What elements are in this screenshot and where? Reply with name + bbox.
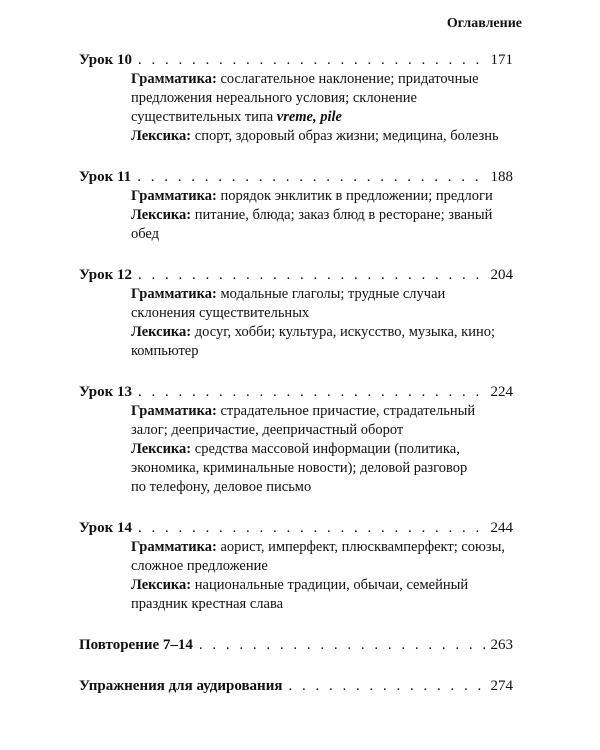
- dot-leader: [138, 50, 488, 70]
- grammar-text: аорист, имперфект, плюсквамперфект; союзы,: [220, 539, 505, 555]
- grammar-topic: [79, 187, 513, 206]
- lexicon-topic-cont: по телефону, деловое письмо: [131, 479, 312, 495]
- grammar-separator: ,: [313, 109, 321, 125]
- lexicon-topic: [79, 323, 513, 342]
- lexicon-topic-cont: праздник крестная слава: [131, 596, 284, 612]
- toc-entry-review[interactable]: [79, 635, 513, 655]
- lesson-title: Урок 11: [79, 169, 132, 185]
- grammar-text: модальные глаголы; трудные случаи: [220, 286, 446, 302]
- dot-leader: [138, 265, 488, 285]
- lexicon-text: досуг, хобби; культура, искусство, музыка, кино;: [194, 324, 495, 340]
- toc-entry-head: [79, 167, 513, 187]
- grammar-topic-cont: залог; деепричастие, деепричастный оборот: [131, 422, 404, 438]
- lexicon-label: Лексика:: [131, 577, 192, 593]
- lexicon-text: национальные традиции, обычаи, семейный: [194, 577, 469, 593]
- lexicon-topic-cont: компьютер: [131, 343, 199, 359]
- toc-entry-lesson-14[interactable]: [79, 518, 513, 614]
- grammar-text: порядок энклитик в предложении; предлоги: [220, 188, 493, 204]
- grammar-topic-cont: предложения нереального условия; склонение: [131, 90, 417, 106]
- dot-leader: [288, 676, 488, 696]
- grammar-topic-cont: [79, 108, 513, 127]
- toc-entry-lesson-12[interactable]: [79, 265, 513, 361]
- table-of-contents: [79, 50, 513, 717]
- lexicon-topic: [79, 127, 513, 146]
- grammar-example: vreme: [276, 109, 313, 125]
- dot-leader: [138, 518, 488, 538]
- page-number: 224: [490, 384, 513, 400]
- toc-entry-head: [79, 265, 513, 285]
- lexicon-text: средства массовой информации (политика,: [194, 441, 460, 457]
- grammar-label: Грамматика:: [131, 403, 217, 419]
- page-number: 244: [490, 520, 513, 536]
- page-number: 263: [490, 637, 513, 653]
- grammar-topic: [79, 285, 513, 304]
- toc-entry-head: [79, 518, 513, 538]
- toc-entry-lesson-13[interactable]: [79, 382, 513, 497]
- grammar-label: Грамматика:: [131, 188, 217, 204]
- lexicon-text: питание, блюда; заказ блюд в ресторане; званый: [194, 207, 493, 223]
- lexicon-label: Лексика:: [131, 128, 192, 144]
- lexicon-label: Лексика:: [131, 207, 192, 223]
- page-number: 204: [490, 267, 513, 283]
- grammar-topic-cont: склонения существительных: [131, 305, 310, 321]
- grammar-label: Грамматика:: [131, 286, 217, 302]
- lexicon-topic: [79, 440, 513, 459]
- grammar-text: страдательное причастие, страдательный: [220, 403, 476, 419]
- page-number: 274: [490, 678, 513, 694]
- lexicon-topic: [79, 206, 513, 225]
- lexicon-label: Лексика:: [131, 441, 192, 457]
- grammar-topic: [79, 402, 513, 421]
- lesson-title: Урок 10: [79, 52, 133, 68]
- section-title: Повторение 7–14: [79, 637, 193, 653]
- dot-leader: [138, 382, 488, 402]
- lexicon-text: спорт, здоровый образ жизни; медицина, болезнь: [194, 128, 499, 144]
- page-number: 171: [490, 52, 513, 68]
- dot-leader: [137, 167, 488, 187]
- lexicon-label: Лексика:: [131, 324, 192, 340]
- toc-entry-lesson-11[interactable]: [79, 167, 513, 244]
- grammar-label: Грамматика:: [131, 71, 217, 87]
- lexicon-topic: [79, 576, 513, 595]
- section-title: Упражнения для аудирования: [79, 678, 283, 694]
- grammar-text: сослагательное наклонение; придаточные: [220, 71, 479, 87]
- toc-entry-head: [79, 382, 513, 402]
- toc-entry-head: [79, 676, 513, 696]
- grammar-label: Грамматика:: [131, 539, 217, 555]
- running-head: Оглавление: [446, 16, 522, 31]
- toc-entry-lesson-10[interactable]: [79, 50, 513, 146]
- dot-leader: [199, 635, 489, 655]
- grammar-text: существительных типа: [131, 109, 277, 125]
- page-number: 188: [490, 169, 513, 185]
- grammar-topic-cont: сложное предложение: [131, 558, 268, 574]
- toc-entry-head: [79, 635, 513, 655]
- lesson-title: Урок 14: [79, 520, 133, 536]
- grammar-topic: [79, 70, 513, 89]
- toc-entry-head: [79, 50, 513, 70]
- lexicon-topic-cont: экономика, криминальные новости); деловой разговор: [131, 460, 468, 476]
- grammar-example: pile: [320, 109, 342, 125]
- toc-entry-listening[interactable]: [79, 676, 513, 696]
- lexicon-topic-cont: обед: [131, 226, 160, 242]
- grammar-topic: [79, 538, 513, 557]
- lesson-title: Урок 12: [79, 267, 133, 283]
- lesson-title: Урок 13: [79, 384, 133, 400]
